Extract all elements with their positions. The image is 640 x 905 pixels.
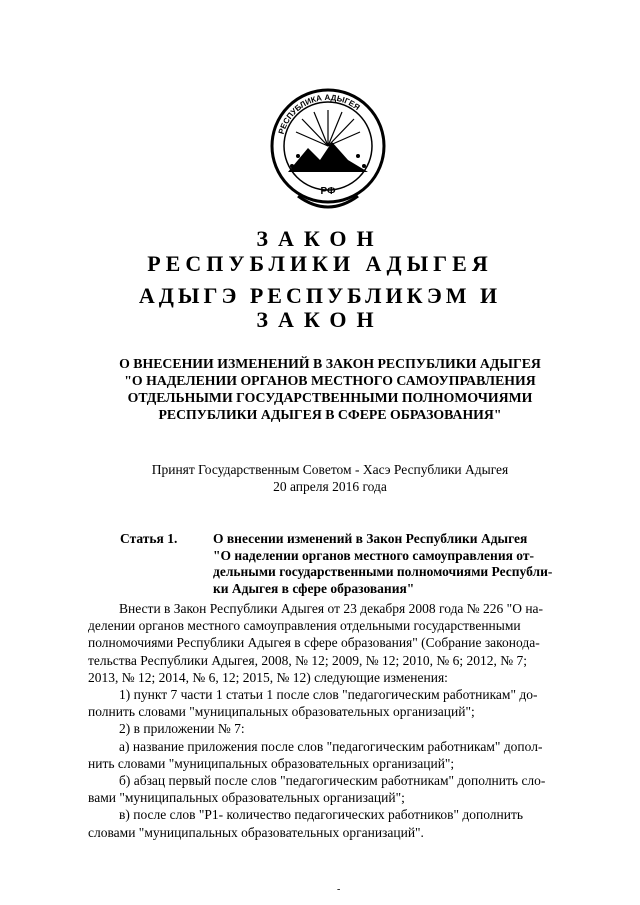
law-title-line-3: АДЫГЭ РЕСПУБЛИКЭМ И [138,283,502,308]
body-line: вами "муниципальных образовательных организаций"; [88,790,405,806]
body-line: 1) пункт 7 части 1 статьи 1 после слов "педагогическим работникам" до- [119,687,538,703]
article-body [88,600,600,841]
law-title-line-2: РЕСПУБЛИКИ АДЫГЕЯ [147,251,493,276]
body-line: 2) в приложении № 7: [119,721,245,737]
body-line: делении органов местного самоуправления отдельными государственными [88,618,521,634]
body-line: а) название приложения после слов "педагогическим работникам" допол- [119,738,543,754]
emblem-bottom-text: РФ [320,186,336,197]
heading-line: "О НАДЕЛЕНИИ ОРГАНОВ МЕСТНОГО САМОУПРАВЛЕНИЯ [124,373,536,388]
heading-line: ОТДЕЛЬНЫМИ ГОСУДАРСТВЕННЫМИ ПОЛНОМОЧИЯМИ [127,390,533,405]
heading-line: РЕСПУБЛИКИ АДЫГЕЯ В СФЕРЕ ОБРАЗОВАНИЯ" [158,407,502,422]
law-title-line-4: ЗАКОН [256,307,384,332]
adoption-line: Принят Государственным Советом - Хасэ Республики Адыгея [151,462,509,477]
article-title-line: дельными государственными полномочиями Республи- [213,564,553,579]
article-title-line: "О наделении органов местного самоуправления от- [213,547,534,563]
adoption-note [0,461,640,495]
emblem-ring-text: РЕСПУБЛИКА АДЫГЕЯ [276,92,362,136]
law-heading [80,355,580,423]
body-line: Внести в Закон Республики Адыгея от 23 декабря 2008 года № 226 "О на- [119,601,544,616]
body-line: словами "муниципальных образовательных организаций". [88,824,424,840]
coat-of-arms-emblem [268,86,388,226]
article-title [213,531,603,597]
body-line: полнить словами "муниципальных образовательных организаций"; [88,704,475,720]
body-line: в) после слов "Р1- количество педагогических работников" дополнить [119,807,524,823]
body-line: 2013, № 12; 2014, № 6, 12; 2015, № 12) следующие изменения: [88,669,448,685]
body-line: нить словами "муниципальных образовательных организаций"; [88,755,455,771]
body-line: б) абзац первый после слов "педагогическим работникам" дополнить сло- [119,773,546,789]
body-line: тельства Республики Адыгея, 2008, № 12; 2009, № 12; 2010, № 6; 2012, № 7; [88,652,527,668]
article-title-line: ки Адыгея в сфере образования" [213,580,415,596]
law-title-line-1: ЗАКОН [256,226,384,251]
adoption-date: 20 апреля 2016 года [273,479,387,494]
body-line: полномочиями Республики Адыгея в сфере образования" (Собрание законода- [88,635,540,651]
footer-mark: - [337,884,341,895]
heading-line: О ВНЕСЕНИИ ИЗМЕНЕНИЙ В ЗАКОН РЕСПУБЛИКИ АДЫГЕЯ [119,356,541,371]
article-title-line: О внесении изменений в Закон Республики Адыгея [213,531,528,546]
article-label: Статья 1. [120,531,178,546]
